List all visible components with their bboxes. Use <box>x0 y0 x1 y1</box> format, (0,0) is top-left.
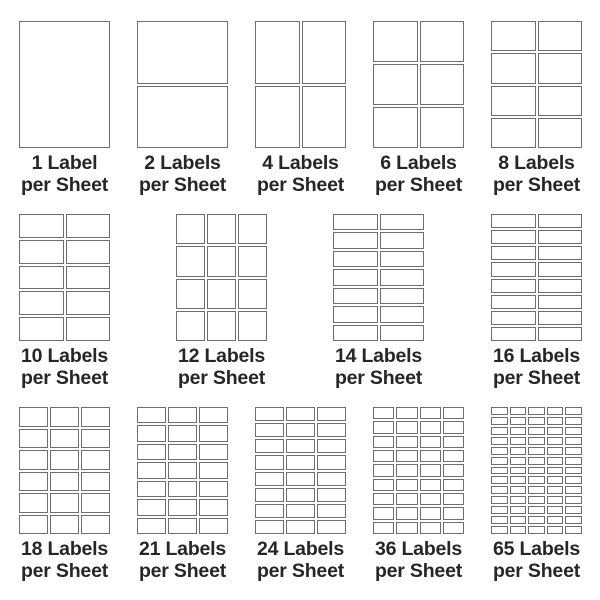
sheet-layout-diagram <box>491 21 582 148</box>
label-cell <box>333 251 378 267</box>
label-cell <box>528 437 545 445</box>
label-cell <box>396 421 417 433</box>
label-cell <box>380 232 425 248</box>
label-cell <box>547 407 564 415</box>
label-cell <box>317 472 346 486</box>
caption-count-text: 12 Labels <box>177 345 266 367</box>
label-cell <box>81 515 110 535</box>
label-cell <box>238 214 267 244</box>
label-cell <box>333 325 378 341</box>
label-cell <box>19 450 48 470</box>
caption-per-sheet-text: per Sheet <box>492 367 581 389</box>
label-cell <box>81 407 110 427</box>
label-cell <box>538 311 583 325</box>
label-cell <box>443 479 464 491</box>
label-cell <box>373 464 394 476</box>
label-cell <box>396 450 417 462</box>
label-cell <box>238 246 267 276</box>
label-cell <box>199 444 228 460</box>
label-cell <box>510 506 527 514</box>
sheet-caption <box>461 152 600 196</box>
label-cell <box>168 425 197 441</box>
label-sheet-option-12[interactable] <box>176 214 267 389</box>
label-cell <box>547 476 564 484</box>
label-sheet-option-6[interactable] <box>373 21 464 196</box>
sheet-caption <box>0 345 140 389</box>
caption-count-text: 16 Labels <box>492 345 581 367</box>
label-cell <box>510 467 527 475</box>
label-cell <box>81 429 110 449</box>
label-cell <box>510 417 527 425</box>
label-cell <box>538 214 583 228</box>
sheet-layout-diagram <box>19 214 110 341</box>
label-sheet-option-18[interactable] <box>19 407 110 582</box>
label-cell <box>510 526 527 534</box>
label-cell <box>50 515 79 535</box>
label-cell <box>538 295 583 309</box>
label-cell <box>538 118 583 148</box>
label-cell <box>538 230 583 244</box>
label-cell <box>491 214 536 228</box>
label-cell <box>199 481 228 497</box>
label-cell <box>547 427 564 435</box>
label-cell <box>420 21 465 62</box>
sheet-caption <box>461 538 600 582</box>
label-sheet-option-10[interactable] <box>19 214 110 389</box>
caption-count-text: 10 Labels <box>20 345 109 367</box>
label-cell <box>19 266 64 290</box>
caption-per-sheet-text: per Sheet <box>492 174 581 196</box>
label-cell <box>443 507 464 519</box>
label-cell <box>302 21 347 84</box>
label-cell <box>137 407 166 423</box>
caption-count-text: 14 Labels <box>334 345 423 367</box>
label-cell <box>491 506 508 514</box>
label-cell <box>565 427 582 435</box>
label-cell <box>538 53 583 83</box>
label-cell <box>176 279 205 309</box>
label-cell <box>373 107 418 148</box>
caption-count-text: 1 Label <box>31 152 98 174</box>
label-cell <box>528 447 545 455</box>
label-cell <box>176 214 205 244</box>
label-cell <box>491 295 536 309</box>
caption-count-text: 6 Labels <box>380 152 457 174</box>
label-cell <box>19 291 64 315</box>
label-cell <box>380 325 425 341</box>
sheet-layout-diagram <box>137 21 228 148</box>
label-cell <box>255 520 284 534</box>
label-cell <box>491 53 536 83</box>
label-sheet-option-2[interactable] <box>137 21 228 196</box>
caption-count-text: 36 Labels <box>374 538 463 560</box>
label-cell <box>66 214 111 238</box>
label-cell <box>491 86 536 116</box>
label-cell <box>19 429 48 449</box>
label-cell <box>380 251 425 267</box>
label-cell <box>199 518 228 534</box>
label-cell <box>238 311 267 341</box>
label-cell <box>66 291 111 315</box>
label-cell <box>19 493 48 513</box>
label-cell <box>565 447 582 455</box>
caption-per-sheet-text: per Sheet <box>20 560 109 582</box>
label-cell <box>81 472 110 492</box>
label-cell <box>317 488 346 502</box>
caption-count-text: 4 Labels <box>262 152 339 174</box>
caption-per-sheet-text: per Sheet <box>256 174 345 196</box>
label-cell <box>547 457 564 465</box>
label-cell <box>255 21 300 84</box>
label-cell <box>510 447 527 455</box>
sheet-layout-diagram <box>491 214 582 341</box>
label-cell <box>66 317 111 341</box>
label-cell <box>396 479 417 491</box>
label-cell <box>238 279 267 309</box>
label-cell <box>565 407 582 415</box>
label-cell <box>168 481 197 497</box>
sheet-layout-diagram <box>373 407 464 534</box>
label-cell <box>510 427 527 435</box>
label-cell <box>373 436 394 448</box>
label-cell <box>538 279 583 293</box>
label-cell <box>396 522 417 534</box>
label-cell <box>373 64 418 105</box>
label-cell <box>255 504 284 518</box>
label-cell <box>199 425 228 441</box>
caption-per-sheet-text: per Sheet <box>492 560 581 582</box>
label-cell <box>50 429 79 449</box>
label-cell <box>491 427 508 435</box>
label-cell <box>565 457 582 465</box>
label-cell <box>317 455 346 469</box>
label-cell <box>538 246 583 260</box>
label-cell <box>420 436 441 448</box>
label-cell <box>528 526 545 534</box>
label-cell <box>491 457 508 465</box>
label-cell <box>19 214 64 238</box>
sheet-layout-diagram <box>176 214 267 341</box>
label-cell <box>491 437 508 445</box>
label-sheet-option-65[interactable] <box>491 407 582 582</box>
label-cell <box>528 486 545 494</box>
label-cell <box>528 496 545 504</box>
label-cell <box>168 444 197 460</box>
label-cell <box>528 467 545 475</box>
label-cell <box>19 515 48 535</box>
label-cell <box>443 464 464 476</box>
label-cell <box>565 506 582 514</box>
label-cell <box>491 262 536 276</box>
label-cell <box>547 447 564 455</box>
label-cell <box>176 246 205 276</box>
label-cell <box>81 493 110 513</box>
label-cell <box>491 327 536 341</box>
label-cell <box>19 240 64 264</box>
label-cell <box>19 21 110 148</box>
label-cell <box>137 499 166 515</box>
label-cell <box>66 240 111 264</box>
label-sheet-option-1[interactable] <box>19 21 110 196</box>
label-cell <box>207 214 236 244</box>
label-cell <box>491 417 508 425</box>
caption-count-text: 18 Labels <box>20 538 109 560</box>
label-cell <box>396 407 417 419</box>
label-cell <box>491 21 536 51</box>
label-cell <box>510 486 527 494</box>
label-cell <box>168 518 197 534</box>
caption-count-text: 24 Labels <box>256 538 345 560</box>
label-cell <box>373 507 394 519</box>
label-cell <box>66 266 111 290</box>
label-cell <box>50 493 79 513</box>
label-cell <box>207 279 236 309</box>
label-cell <box>286 423 315 437</box>
caption-per-sheet-text: per Sheet <box>20 367 109 389</box>
label-cell <box>420 421 441 433</box>
label-cell <box>396 507 417 519</box>
label-cell <box>333 288 378 304</box>
caption-count-text: 21 Labels <box>138 538 227 560</box>
label-cell <box>137 21 228 84</box>
label-cell <box>491 230 536 244</box>
caption-per-sheet-text: per Sheet <box>138 174 227 196</box>
label-cell <box>380 288 425 304</box>
label-cell <box>333 306 378 322</box>
caption-per-sheet-text: per Sheet <box>256 560 345 582</box>
label-cell <box>420 107 465 148</box>
label-cell <box>491 496 508 504</box>
label-cell <box>396 464 417 476</box>
label-cell <box>491 407 508 415</box>
label-cell <box>137 86 228 149</box>
label-cell <box>373 450 394 462</box>
label-cell <box>255 423 284 437</box>
label-cell <box>443 493 464 505</box>
label-cell <box>176 311 205 341</box>
label-cell <box>137 481 166 497</box>
label-sheet-option-16[interactable] <box>491 214 582 389</box>
label-cell <box>491 467 508 475</box>
label-cell <box>333 214 378 230</box>
label-cell <box>333 269 378 285</box>
label-cell <box>380 269 425 285</box>
label-cell <box>286 472 315 486</box>
caption-count-text: 2 Labels <box>144 152 221 174</box>
label-cell <box>528 457 545 465</box>
caption-count-text: 65 Labels <box>492 538 581 560</box>
label-cell <box>565 437 582 445</box>
label-cell <box>420 64 465 105</box>
label-cell <box>380 306 425 322</box>
label-cell <box>491 311 536 325</box>
sheet-caption <box>146 345 297 389</box>
label-cell <box>137 444 166 460</box>
caption-per-sheet-text: per Sheet <box>334 367 423 389</box>
label-cell <box>443 421 464 433</box>
label-cell <box>420 479 441 491</box>
label-cell <box>538 262 583 276</box>
sheet-layout-diagram <box>491 407 582 534</box>
sheet-layout-diagram <box>19 407 110 534</box>
label-cell <box>168 407 197 423</box>
label-cell <box>565 417 582 425</box>
label-cell <box>510 457 527 465</box>
label-cell <box>373 522 394 534</box>
caption-per-sheet-text: per Sheet <box>177 367 266 389</box>
label-cell <box>420 450 441 462</box>
label-cell <box>547 516 564 524</box>
label-cell <box>317 520 346 534</box>
label-cell <box>199 499 228 515</box>
label-cell <box>396 436 417 448</box>
label-cell <box>317 504 346 518</box>
label-sheet-option-14[interactable] <box>333 214 424 389</box>
caption-count-text: 8 Labels <box>498 152 575 174</box>
caption-per-sheet-text: per Sheet <box>374 560 463 582</box>
sheet-layout-diagram <box>255 21 346 148</box>
label-cell <box>50 472 79 492</box>
caption-per-sheet-text: per Sheet <box>20 174 109 196</box>
label-cell <box>317 439 346 453</box>
label-cell <box>443 522 464 534</box>
label-cell <box>286 407 315 421</box>
sheet-layout-diagram <box>19 21 110 148</box>
label-cell <box>373 479 394 491</box>
label-cell <box>528 407 545 415</box>
label-cell <box>547 437 564 445</box>
label-sheet-option-24[interactable] <box>255 407 346 582</box>
label-sheet-option-8[interactable] <box>491 21 582 196</box>
label-cell <box>510 437 527 445</box>
label-cell <box>19 472 48 492</box>
label-cell <box>547 417 564 425</box>
caption-per-sheet-text: per Sheet <box>374 174 463 196</box>
label-cell <box>538 327 583 341</box>
label-cell <box>528 516 545 524</box>
label-cell <box>19 317 64 341</box>
label-cell <box>286 455 315 469</box>
sheet-layout-diagram <box>255 407 346 534</box>
label-cell <box>373 421 394 433</box>
label-cell <box>207 311 236 341</box>
label-cell <box>81 450 110 470</box>
sheet-layout-diagram <box>137 407 228 534</box>
label-cell <box>50 450 79 470</box>
label-cell <box>286 488 315 502</box>
label-cell <box>565 486 582 494</box>
label-cell <box>528 427 545 435</box>
label-cell <box>491 476 508 484</box>
label-cell <box>199 407 228 423</box>
label-cell <box>373 407 394 419</box>
label-cell <box>491 447 508 455</box>
label-cell <box>168 462 197 478</box>
label-cell <box>286 439 315 453</box>
label-cell <box>373 493 394 505</box>
label-cell <box>547 467 564 475</box>
label-cell <box>420 522 441 534</box>
label-cell <box>420 493 441 505</box>
label-sheet-option-21[interactable] <box>137 407 228 582</box>
label-cell <box>491 516 508 524</box>
label-cell <box>528 476 545 484</box>
label-cell <box>255 488 284 502</box>
label-cell <box>137 425 166 441</box>
sheet-caption <box>303 345 454 389</box>
label-cell <box>255 439 284 453</box>
label-cell <box>491 246 536 260</box>
label-cell <box>207 246 236 276</box>
label-cell <box>396 493 417 505</box>
label-cell <box>547 496 564 504</box>
label-cell <box>373 21 418 62</box>
label-cell <box>302 86 347 149</box>
label-cell <box>443 450 464 462</box>
label-cell <box>491 526 508 534</box>
label-cell <box>510 476 527 484</box>
label-cell <box>199 462 228 478</box>
label-cell <box>538 86 583 116</box>
label-cell <box>443 436 464 448</box>
caption-per-sheet-text: per Sheet <box>138 560 227 582</box>
label-sheet-option-36[interactable] <box>373 407 464 582</box>
label-cell <box>286 520 315 534</box>
label-cell <box>333 232 378 248</box>
label-cell <box>538 21 583 51</box>
label-cell <box>491 118 536 148</box>
label-cell <box>528 417 545 425</box>
sheet-layout-diagram <box>373 21 464 148</box>
label-cell <box>565 516 582 524</box>
label-cell <box>286 504 315 518</box>
label-cell <box>491 486 508 494</box>
label-cell <box>510 496 527 504</box>
label-cell <box>565 467 582 475</box>
label-cell <box>420 507 441 519</box>
label-sheet-option-4[interactable] <box>255 21 346 196</box>
label-cell <box>255 455 284 469</box>
label-cell <box>255 86 300 149</box>
label-cell <box>510 516 527 524</box>
label-cell <box>565 526 582 534</box>
label-cell <box>547 486 564 494</box>
label-cell <box>19 407 48 427</box>
label-cell <box>420 464 441 476</box>
label-cell <box>255 472 284 486</box>
label-cell <box>420 407 441 419</box>
label-cell <box>528 506 545 514</box>
label-cell <box>137 518 166 534</box>
label-cell <box>510 407 527 415</box>
label-cell <box>443 407 464 419</box>
label-cell <box>50 407 79 427</box>
label-cell <box>565 496 582 504</box>
label-cell <box>547 526 564 534</box>
label-cell <box>317 423 346 437</box>
label-cell <box>380 214 425 230</box>
label-cell <box>317 407 346 421</box>
label-cell <box>137 462 166 478</box>
label-cell <box>547 506 564 514</box>
label-cell <box>565 476 582 484</box>
label-cell <box>491 279 536 293</box>
label-cell <box>168 499 197 515</box>
sheet-layout-diagram <box>333 214 424 341</box>
sheet-caption <box>461 345 600 389</box>
label-cell <box>255 407 284 421</box>
